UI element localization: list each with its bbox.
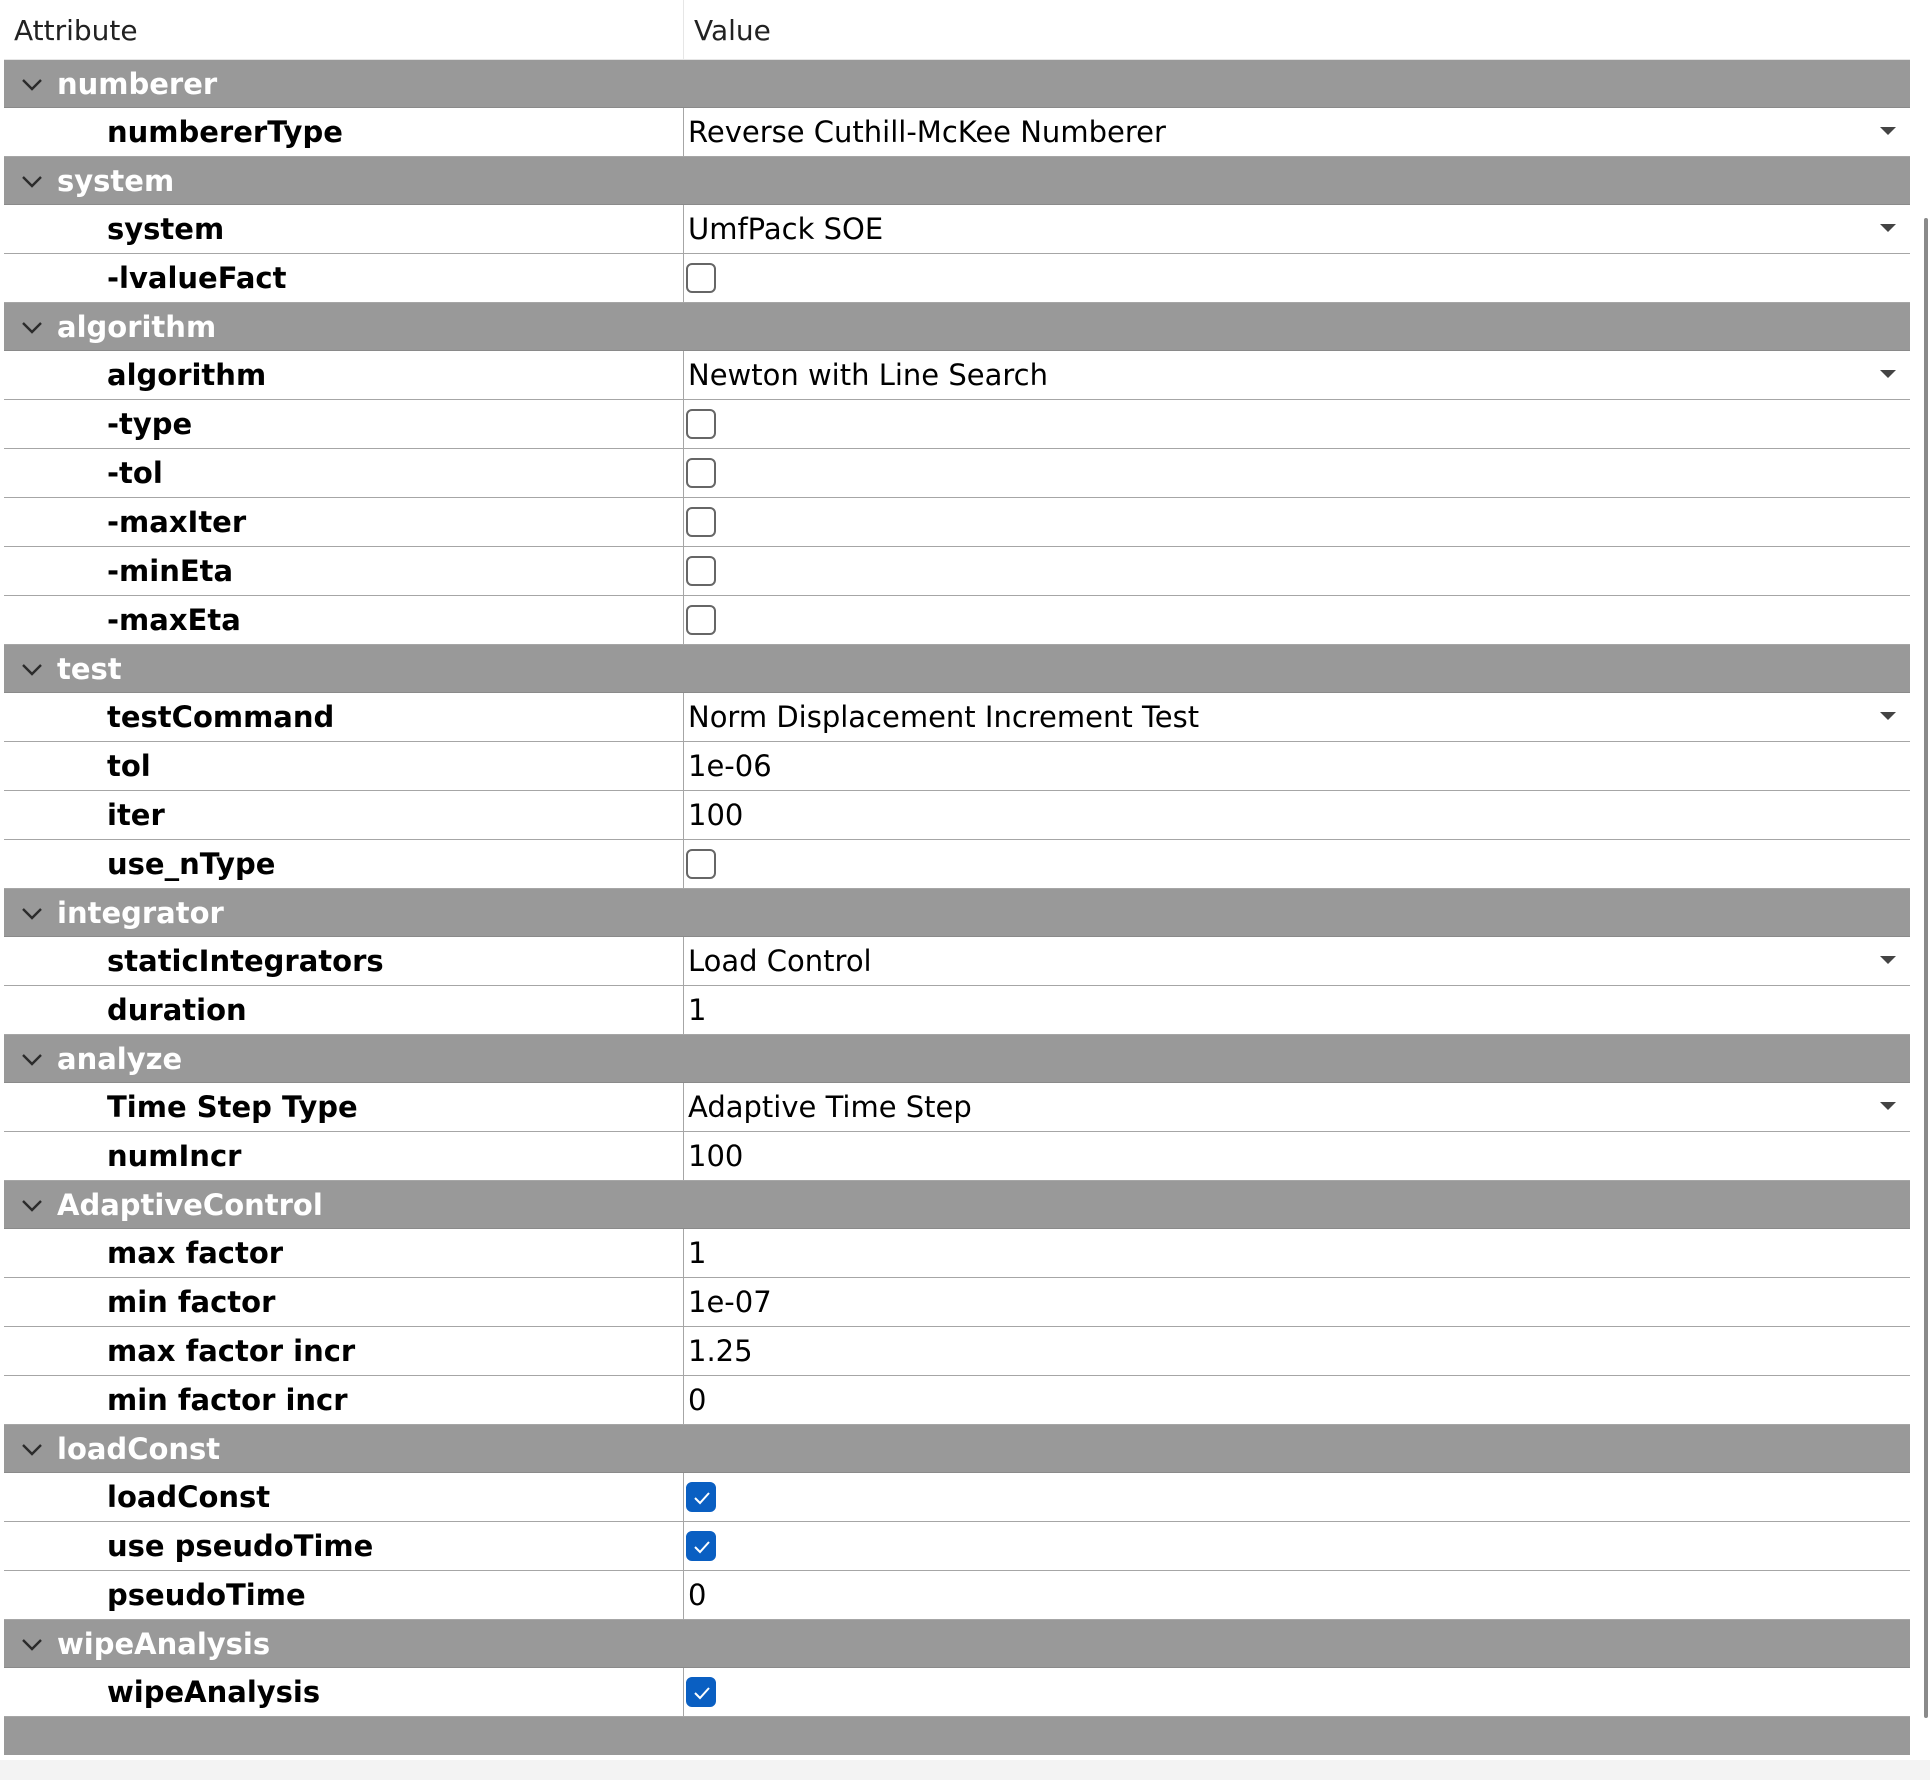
chevron-down-icon[interactable] (18, 70, 46, 98)
dropdown-value: Newton with Line Search (688, 358, 1048, 392)
dropdown-arrow-icon[interactable] (1880, 1102, 1896, 1110)
property-grid (4, 0, 1910, 1760)
property-name: -maxIter (4, 498, 684, 546)
property-name: numIncr (4, 1132, 684, 1180)
checkbox-cell (684, 254, 1910, 302)
property-row-tol (4, 742, 1910, 791)
property-row-staticintegrators (4, 937, 1910, 986)
property-name: -maxEta (4, 596, 684, 644)
property-name: -type (4, 400, 684, 448)
dropdown-select[interactable] (684, 351, 1910, 399)
property-row-use-pseudotime (4, 1522, 1910, 1571)
property-name: -tol (4, 449, 684, 497)
dropdown-select[interactable] (684, 937, 1910, 985)
value-field[interactable] (684, 1571, 1910, 1619)
property-name: iter (4, 791, 684, 839)
checkbox[interactable] (686, 409, 716, 439)
checkbox[interactable] (686, 1482, 716, 1512)
checkbox[interactable] (686, 849, 716, 879)
property-name: pseudoTime (4, 1571, 684, 1619)
property-name: Time Step Type (4, 1083, 684, 1131)
group-label: wipeAnalysis (57, 1627, 271, 1661)
checkbox-cell (684, 596, 1910, 644)
property-row-algorithm (4, 351, 1910, 400)
value-field[interactable] (684, 1278, 1910, 1326)
value-field[interactable] (684, 742, 1910, 790)
property-row-numincr (4, 1132, 1910, 1181)
group-header-numberer[interactable] (4, 60, 1910, 108)
property-row-min-factor (4, 1278, 1910, 1327)
value-text: 1 (688, 993, 707, 1027)
property-row-wipeanalysis (4, 1668, 1910, 1717)
property-row-system (4, 205, 1910, 254)
chevron-down-icon[interactable] (18, 313, 46, 341)
dropdown-select[interactable] (684, 693, 1910, 741)
checkbox[interactable] (686, 507, 716, 537)
value-text: 0 (688, 1578, 707, 1612)
group-header-adaptivecontrol[interactable] (4, 1181, 1910, 1229)
checkmark-icon (693, 1685, 711, 1701)
group-label: algorithm (57, 310, 217, 344)
property-name: loadConst (4, 1473, 684, 1521)
dropdown-select[interactable] (684, 205, 1910, 253)
value-text: 100 (688, 1139, 744, 1173)
property-row-use-ntype (4, 840, 1910, 889)
group-header-integrator[interactable] (4, 889, 1910, 937)
property-row-loadconst (4, 1473, 1910, 1522)
property-name: max factor (4, 1229, 684, 1277)
value-text: 1e-06 (688, 749, 772, 783)
property-name: tol (4, 742, 684, 790)
dropdown-arrow-icon[interactable] (1880, 956, 1896, 964)
property-name: -lvalueFact (4, 254, 684, 302)
group-header-wipeanalysis[interactable] (4, 1620, 1910, 1668)
checkbox-cell (684, 840, 1910, 888)
property-name: wipeAnalysis (4, 1668, 684, 1716)
property-name: -minEta (4, 547, 684, 595)
property-grid-body (4, 60, 1910, 1717)
column-header-row (4, 0, 1910, 60)
group-header-loadconst[interactable] (4, 1425, 1910, 1473)
property-name: staticIntegrators (4, 937, 684, 985)
group-label: analyze (57, 1042, 183, 1076)
property-name: min factor incr (4, 1376, 684, 1424)
property-name: use_nType (4, 840, 684, 888)
chevron-down-icon[interactable] (18, 1630, 46, 1658)
grid-footer (4, 1717, 1910, 1755)
dropdown-value: Norm Displacement Increment Test (688, 700, 1200, 734)
checkmark-icon (693, 1490, 711, 1506)
property-row-type (4, 400, 1910, 449)
property-name: use pseudoTime (4, 1522, 684, 1570)
property-row-min-factor-incr (4, 1376, 1910, 1425)
checkbox[interactable] (686, 263, 716, 293)
property-row-maxiter (4, 498, 1910, 547)
dropdown-value: UmfPack SOE (688, 212, 884, 246)
bottom-strip (0, 1760, 1930, 1780)
property-row-iter (4, 791, 1910, 840)
dropdown-select[interactable] (684, 108, 1910, 156)
column-header-value[interactable]: Value (694, 14, 771, 47)
dropdown-select[interactable] (684, 1083, 1910, 1131)
value-field[interactable] (684, 1376, 1910, 1424)
checkbox[interactable] (686, 1677, 716, 1707)
group-header-test[interactable] (4, 645, 1910, 693)
property-row-maxeta (4, 596, 1910, 645)
group-header-analyze[interactable] (4, 1035, 1910, 1083)
checkbox-cell (684, 498, 1910, 546)
property-row-time-step-type (4, 1083, 1910, 1132)
property-row-lvaluefact (4, 254, 1910, 303)
checkbox[interactable] (686, 556, 716, 586)
chevron-down-icon[interactable] (18, 1435, 46, 1463)
property-name: numbererType (4, 108, 684, 156)
value-text: 1e-07 (688, 1285, 772, 1319)
property-row-tol (4, 449, 1910, 498)
checkbox[interactable] (686, 605, 716, 635)
property-row-testcommand (4, 693, 1910, 742)
property-name: duration (4, 986, 684, 1034)
dropdown-arrow-icon[interactable] (1880, 127, 1896, 135)
value-text: 1.25 (688, 1334, 753, 1368)
group-label: loadConst (57, 1432, 221, 1466)
group-label: test (57, 652, 122, 686)
chevron-down-icon[interactable] (18, 655, 46, 683)
property-name: min factor (4, 1278, 684, 1326)
property-row-pseudotime (4, 1571, 1910, 1620)
value-field[interactable] (684, 1229, 1910, 1277)
property-name: system (4, 205, 684, 253)
group-label: AdaptiveControl (57, 1188, 323, 1222)
checkbox-cell (684, 1668, 1910, 1716)
checkbox-cell (684, 1522, 1910, 1570)
checkmark-icon (693, 1539, 711, 1555)
property-name: max factor incr (4, 1327, 684, 1375)
property-row-duration (4, 986, 1910, 1035)
dropdown-value: Load Control (688, 944, 872, 978)
property-row-max-factor-incr (4, 1327, 1910, 1376)
group-header-system[interactable] (4, 157, 1910, 205)
property-row-mineta (4, 547, 1910, 596)
checkbox[interactable] (686, 1531, 716, 1561)
chevron-down-icon[interactable] (18, 167, 46, 195)
checkbox[interactable] (686, 458, 716, 488)
chevron-down-icon[interactable] (18, 1191, 46, 1219)
property-name: algorithm (4, 351, 684, 399)
property-name: testCommand (4, 693, 684, 741)
value-field[interactable] (684, 791, 1910, 839)
value-field[interactable] (684, 1327, 1910, 1375)
group-header-algorithm[interactable] (4, 303, 1910, 351)
vertical-scrollbar[interactable] (1924, 218, 1928, 1718)
property-row-max-factor (4, 1229, 1910, 1278)
checkbox-cell (684, 1473, 1910, 1521)
value-text: 0 (688, 1383, 707, 1417)
dropdown-value: Adaptive Time Step (688, 1090, 972, 1124)
value-field[interactable] (684, 986, 1910, 1034)
checkbox-cell (684, 547, 1910, 595)
value-text: 100 (688, 798, 744, 832)
group-label: integrator (57, 896, 224, 930)
column-header-attribute[interactable]: Attribute (4, 0, 684, 59)
group-label: system (57, 164, 175, 198)
group-label: numberer (57, 67, 218, 101)
dropdown-arrow-icon[interactable] (1880, 370, 1896, 378)
checkbox-cell (684, 449, 1910, 497)
checkbox-cell (684, 400, 1910, 448)
dropdown-value: Reverse Cuthill-McKee Numberer (688, 115, 1166, 149)
dropdown-arrow-icon[interactable] (1880, 712, 1896, 720)
chevron-down-icon[interactable] (18, 899, 46, 927)
property-row-numberertype (4, 108, 1910, 157)
chevron-down-icon[interactable] (18, 1045, 46, 1073)
value-text: 1 (688, 1236, 707, 1270)
value-field[interactable] (684, 1132, 1910, 1180)
dropdown-arrow-icon[interactable] (1880, 224, 1896, 232)
